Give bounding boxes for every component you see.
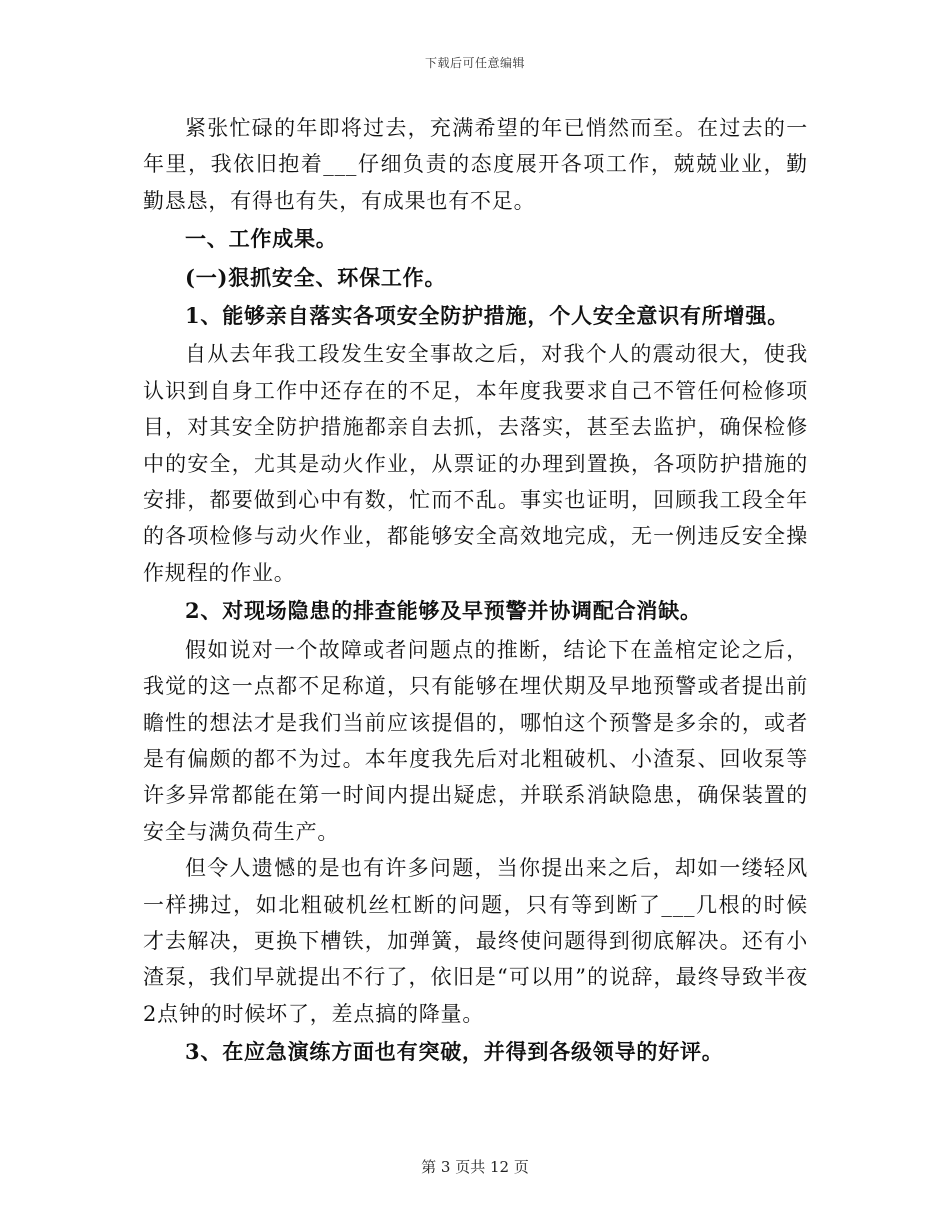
- item-2-paragraph: 假如说对一个故障或者问题点的推断，结论下在盖棺定论之后，我觉的这一点都不足称道，只有能够在埋伏期及早地预警或者提出前瞻性的想法才是我们当前应该提倡的，哪怕这个预警是多余的，或者是有偏颇的都不为过。本年度我先后对北粗破机、小渣泵、回收泵等许多异常都能在第一时间内提出疑虑，并联系消缺隐患，确保装置的安全与满负荷生产。: [143, 637, 808, 844]
- intro-paragraph: 紧张忙碌的年即将过去，充满希望的年已悄然而至。在过去的一年里，我依旧抱着___仔细负责的态度展开各项工作，兢兢业业，勤勤恳恳，有得也有失，有成果也有不足。: [143, 116, 808, 213]
- item-heading-2: 2、对现场隐患的排查能够及早预警并协调配合消缺。: [185, 598, 702, 624]
- section-heading-work-results: 一、工作成果。: [185, 226, 338, 252]
- page-header: 下载后可任意编辑: [424, 56, 525, 70]
- item-heading-1: 1、能够亲自落实各项安全防护措施，个人安全意识有所增强。: [185, 303, 790, 329]
- document-body: [143, 110, 808, 1073]
- item-heading-3: 3、在应急演练方面也有突破，并得到各级领导的好评。: [185, 1039, 724, 1065]
- item-2-paragraph-continued: 但令人遗憾的是也有许多问题，当你提出来之后，却如一缕轻风一样拂过，如北粗破机丝杠断的问题，只有等到断了___几根的时候才去解决，更换下槽铁，加弹簧，最终使问题得到彻底解决。还有小渣泵，我们早就提出不行了，依旧是“可以用”的说辞，最终导致半夜2点钟的时候坏了，差点搞的降量。: [143, 856, 808, 1026]
- subsection-heading-safety: (一)狠抓安全、环保工作。: [185, 264, 447, 290]
- item-1-paragraph: 自从去年我工段发生安全事故之后，对我个人的震动很大，使我认识到自身工作中还存在的不足，本年度我要求自己不管任何检修项目，对其安全防护措施都亲自去抓，去落实，甚至去监护，确保检修中的安全，尤其是动火作业，从票证的办理到置换，各项防护措施的安排，都要做到心中有数，忙而不乱。事实也证明，回顾我工段全年的各项检修与动火作业，都能够安全高效地完成，无一例违反安全操作规程的作业。: [143, 342, 808, 585]
- page-footer: 第 3 页共 12 页: [421, 1158, 529, 1176]
